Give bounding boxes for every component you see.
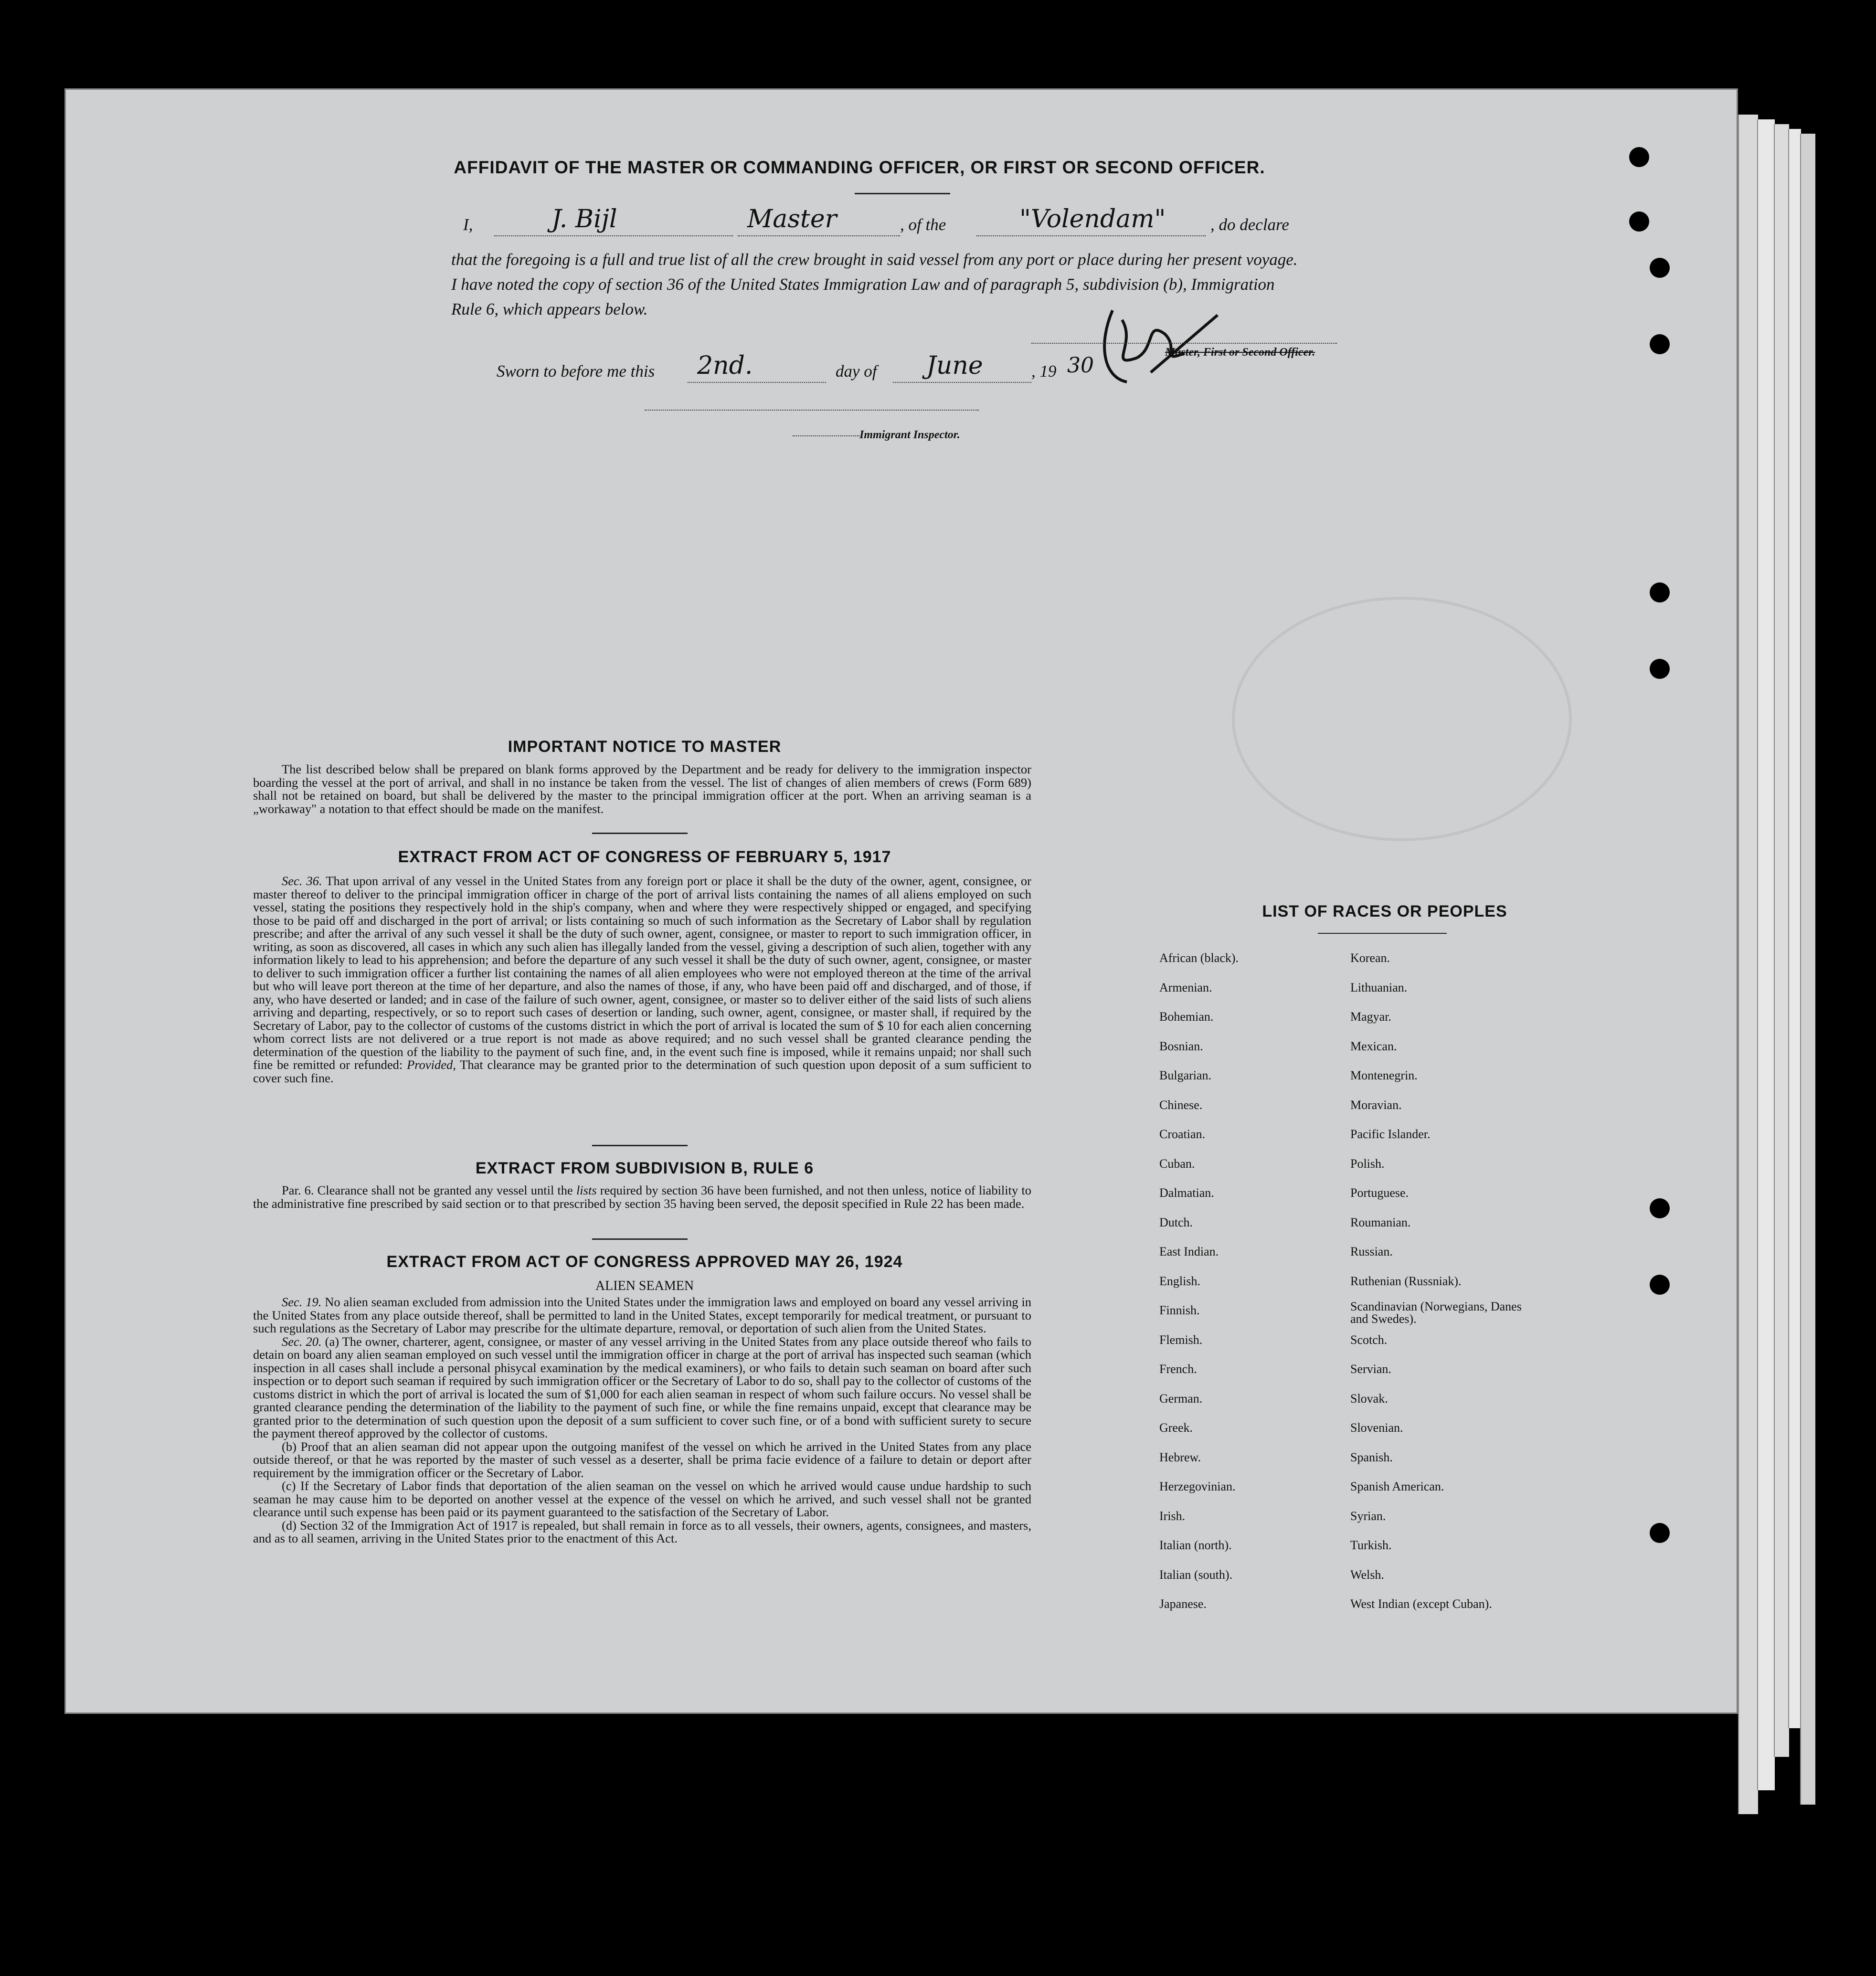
race-item: Hebrew. <box>1159 1450 1201 1464</box>
inspector-line <box>645 410 979 411</box>
race-item: Dutch. <box>1159 1215 1193 1229</box>
divider <box>592 1145 688 1146</box>
provided-label: Provided, <box>407 1057 456 1072</box>
page-edge <box>1800 134 1815 1805</box>
page-edge <box>1738 115 1758 1814</box>
notice-paragraph: The list described below shall be prepared on blank forms approved by the Department and be ready for delivery to the immigration inspector boarding the vessel at the port of arrival, and shall in no instance be taken from the vessel. The list of changes of alien members of crews (Form 689) shall not be retained on board, but shall be delivered by the master to the principal immigration officer at the port. When an arriving seaman is a „workaway" a notation to that effect should be made on the manifest. <box>253 762 1031 816</box>
race-item: Lithuanian. <box>1350 980 1408 994</box>
race-item: Bulgarian. <box>1159 1068 1212 1082</box>
section-36-body: That upon arrival of any vessel in the United States from any foreign port or place it shall be the duty of the owner, agent, consignee, or master thereof to deliver to the principal immigration officer in charge of the port of arrival lists containing the names of all aliens employed on such vessel, stating the positions they respectively hold in the ship's company, when and where they were respectively shipped or engaged, and specifying those to be paid off and discharged in the port of arrival; or lists containing so much of such information as the Secretary of Labor shall by regulation prescribe; and after the arrival of any such vessel it shall be the duty of such owner, agent, consignee, or master to report to such immigration officer, in writing, as soon as discovered, all cases in which any such alien has illegally landed from the vessel, giving a description of such alien, together with any information likely to lead to his apprehension; and before the departure of any such vessel it shall be the duty of such owner, agent, consignee, or master to deliver to such immigration officer a further list containing the names of all alien employees who were not employed thereon at the time of the arrival but who will leave port thereon at the time of her departure, and also the names of those, if any, who have been paid off and discharged, and of those, if any, who have deserted or landed; and in case of the failure of such owner, agent, consignee, or master so to deliver either of the said lists of such aliens arriving and departing, respectively, or so to report such cases of desertion or landing, such owner, agent, consignee, or master shall, if required by the Secretary of Labor, pay to the collector of customs of the customs district in which the port of arrival is located the sum of $ 10 for each alien concerning whom correct lists are not delivered or a true report is not made as above required; and no such vessel shall be granted clearance pending the determination of the question of the liability to the payment of such fine, and, in the event such fine is imposed, while it remains unpaid; nor shall such fine be remitted or refunded: <box>253 874 1031 1072</box>
race-item: Slovak. <box>1350 1391 1388 1405</box>
race-item: Slovenian. <box>1350 1421 1403 1435</box>
section-20b-paragraph: (b) Proof that an alien seaman did not appear upon the outgoing manifest of the vessel on which he arrived in the United States from any place outside thereof, or that he was reported by the master of such vessel as a deserter, shall be prima facie evidence of a failure to detain or deport after requirement by the immigration officer or the Secretary of Labor. <box>253 1439 1031 1480</box>
of-the-label: , of the <box>900 215 946 234</box>
races-right-column <box>1350 951 1551 1629</box>
race-item: Syrian. <box>1350 1509 1386 1523</box>
race-item: East Indian. <box>1159 1245 1219 1258</box>
race-item: Chinese. <box>1159 1098 1203 1112</box>
rule6-text <box>253 1184 1031 1210</box>
sworn-line <box>497 351 1165 388</box>
section-19-body: No alien seaman excluded from admission into the United States under the immigration laws and employed on board any vessel arriving in the United States from any place outside thereof, shall be permitted to land in the United States, except temporarily for medical treatment, or pursuant to such regulations as the Secretary of Labor may prescribe for the ultimate departure, removal, or deportation of such alien from the United States. <box>253 1295 1031 1335</box>
punch-hole <box>1650 582 1670 602</box>
notice-text <box>253 763 1031 815</box>
punch-hole <box>1650 1275 1670 1295</box>
affidavit-title: AFFIDAVIT OF THE MASTER OR COMMANDING OFFICER, OR FIRST OR SECOND OFFICER. <box>454 158 1265 177</box>
race-item: Dalmatian. <box>1159 1186 1214 1200</box>
section-36-end: That clearance may be granted prior to the determination of such question upon deposit of a sum sufficient to cover such fine. <box>253 1057 1032 1085</box>
races-title: LIST OF RACES OR PEOPLES <box>1262 902 1507 920</box>
punch-hole <box>1650 334 1670 354</box>
race-item: Portuguese. <box>1350 1186 1409 1200</box>
race-item: Spanish. <box>1350 1450 1393 1464</box>
punch-hole <box>1650 659 1670 679</box>
signature-line <box>1031 343 1337 344</box>
signature-caption: Master, First or Second Officer. <box>1165 346 1315 359</box>
inspector-leader <box>793 435 859 436</box>
race-item: German. <box>1159 1391 1203 1405</box>
faint-stamp <box>1232 597 1572 841</box>
race-item: Korean. <box>1350 951 1390 965</box>
punch-hole <box>1650 1198 1670 1218</box>
race-item: Japanese. <box>1159 1597 1207 1611</box>
races-left-column <box>1159 951 1350 1629</box>
extract-1917-title: EXTRACT FROM ACT OF CONGRESS OF FEBRUARY 5, 1917 <box>398 848 891 866</box>
section-20a-body: (a) The owner, charterer, agent, consignee, or master of any vessel arriving in the United States from any place outside thereof who fails to detain on board any alien seaman employed on such vessel until the immigration officer in charge at the port of arrival has inspected such seaman (which inspection in all cases shall include a personal phisycal examination by the medical examiners), or who fails to detain such seaman on board after such inspection or to deport such seaman if required by such immigration officer or the Secretary of Labor to do so, shall pay to the collector of customs of the customs district in which the port of arrival is located the sum of $1,000 for each alien seaman in respect of whom such failure occurs. No vessel shall be granted clearance pending the determination of the liability to the payment of such fine, or while the fine remains unpaid, except that clearance may be granted prior to the determination of such question upon the deposit of a sum sufficient to cover such fine, or of a bond with sufficient surety to secure the payment thereof approved by the collector of customs. <box>253 1334 1032 1440</box>
affidavit-line-3: I have noted the copy of section 36 of the United States Immigration Law and of paragraph 5, subdivision (b), Immigration <box>451 275 1275 294</box>
section-20c-paragraph: (c) If the Secretary of Labor finds that deportation of the alien seaman on the vessel on which he arrived would cause undue hardship to such seaman he may cause him to be deported on another vessel at the expence of the vessel on which he arrived, and such vessel shall not be granted clearance until such expense has been paid or its payment guaranteed to the satisfaction of the Secretary of Labor. <box>253 1479 1031 1519</box>
race-item: Scandinavian (Norwegians, Danes and Swedes). <box>1350 1300 1522 1326</box>
pronoun: I, <box>463 215 473 234</box>
race-item: African (black). <box>1159 951 1239 965</box>
punch-hole <box>1650 258 1670 278</box>
rule6-title: EXTRACT FROM SUBDIVISION B, RULE 6 <box>475 1159 814 1177</box>
race-item: French. <box>1159 1362 1197 1376</box>
page-edge <box>1788 129 1801 1728</box>
master-name: J. Bijl <box>551 205 617 233</box>
race-item: Herzegovinian. <box>1159 1479 1236 1493</box>
day-of-label: day of <box>836 362 877 380</box>
blank-line <box>893 382 1031 383</box>
race-item: Ruthenian (Russniak). <box>1350 1274 1462 1288</box>
divider <box>592 1238 688 1240</box>
year-prefix: , 19 <box>1031 362 1057 380</box>
race-item: Armenian. <box>1159 980 1212 994</box>
page-edge <box>1757 119 1775 1790</box>
section-36-paragraph <box>253 875 1031 1085</box>
section-label: Sec. 19. <box>282 1295 322 1309</box>
sworn-year: 30 <box>1067 353 1094 378</box>
affidavit-line-1 <box>451 205 1358 241</box>
race-item: Roumanian. <box>1350 1215 1411 1229</box>
inspector-caption: Immigrant Inspector. <box>859 429 960 441</box>
rule6-paragraph <box>253 1184 1031 1210</box>
section-19-paragraph <box>253 1296 1031 1335</box>
race-item: Croatian. <box>1159 1127 1206 1141</box>
race-item: Greek. <box>1159 1421 1193 1435</box>
affidavit-line-4: Rule 6, which appears below. <box>451 300 648 318</box>
affidavit-line-2: that the foregoing is a full and true list of all the crew brought in said vessel from any port or place during her present voyage. <box>451 250 1298 269</box>
race-item: Italian (north). <box>1159 1538 1232 1552</box>
race-item: Russian. <box>1350 1245 1393 1258</box>
page-edge <box>1774 124 1789 1757</box>
section-20a-paragraph <box>253 1335 1031 1440</box>
sworn-prefix: Sworn to before me this <box>497 362 655 380</box>
sworn-month: June <box>926 351 983 380</box>
race-item: Polish. <box>1350 1156 1385 1171</box>
notice-title: IMPORTANT NOTICE TO MASTER <box>508 738 782 756</box>
divider <box>592 833 688 834</box>
race-item: Magyar. <box>1350 1010 1391 1024</box>
punch-hole <box>1629 147 1649 167</box>
race-item: Turkish. <box>1350 1538 1392 1552</box>
blank-line <box>976 235 1206 236</box>
race-item: Irish. <box>1159 1509 1186 1523</box>
section-label: Sec. 36. <box>282 874 322 888</box>
blank-line <box>494 235 733 236</box>
race-item: Welsh. <box>1350 1567 1384 1582</box>
extract-1924-text <box>253 1296 1031 1545</box>
race-item: English. <box>1159 1274 1200 1288</box>
blank-line <box>738 235 900 236</box>
rule6-text-a: Par. 6. Clearance shall not be granted any vessel until the <box>282 1183 573 1197</box>
race-item: Bohemian. <box>1159 1010 1214 1024</box>
race-item: West Indian (except Cuban). <box>1350 1597 1492 1611</box>
race-item: Scotch. <box>1350 1332 1388 1347</box>
extract-1924-title: EXTRACT FROM ACT OF CONGRESS APPROVED MAY 26, 1924 <box>386 1253 903 1271</box>
race-item: Mexican. <box>1350 1039 1397 1053</box>
rank: Master <box>747 205 837 233</box>
divider <box>1318 933 1447 934</box>
race-item: Cuban. <box>1159 1156 1195 1171</box>
sworn-day: 2nd. <box>697 351 753 380</box>
punch-hole <box>1629 211 1649 232</box>
alien-seamen-subtitle: ALIEN SEAMEN <box>595 1279 694 1293</box>
section-20d-paragraph: (d) Section 32 of the Immigration Act of 1917 is repealed, but shall remain in force as to all vessels, their owners, agents, consignees, and masters, and as to all seamen, arriving in the United States prior to the enactment of this Act. <box>253 1518 1031 1545</box>
race-item: Finnish. <box>1159 1303 1200 1317</box>
vessel-name: "Volendam" <box>1019 205 1166 233</box>
section-label: Sec. 20. <box>282 1334 322 1349</box>
race-item: Montenegrin. <box>1350 1068 1418 1082</box>
race-item: Spanish American. <box>1350 1479 1444 1493</box>
rule6-text-b: required by section 36 have been furnished, and not then unless, notice of liability to the administrative fine prescribed by said section or to that prescribed by section 35 having been served, the deposit specified in Rule 22 has been made. <box>253 1183 1032 1211</box>
lists-word: lists <box>576 1183 597 1197</box>
extract-1917-text <box>253 875 1031 1085</box>
blank-line <box>688 382 826 383</box>
divider <box>855 193 950 194</box>
race-item: Italian (south). <box>1159 1567 1233 1582</box>
do-declare-label: , do declare <box>1210 215 1289 234</box>
race-item: Flemish. <box>1159 1332 1203 1347</box>
punch-hole <box>1650 1523 1670 1543</box>
race-item: Moravian. <box>1350 1098 1402 1112</box>
race-item: Pacific Islander. <box>1350 1127 1431 1141</box>
race-item: Bosnian. <box>1159 1039 1203 1053</box>
race-item: Servian. <box>1350 1362 1391 1376</box>
